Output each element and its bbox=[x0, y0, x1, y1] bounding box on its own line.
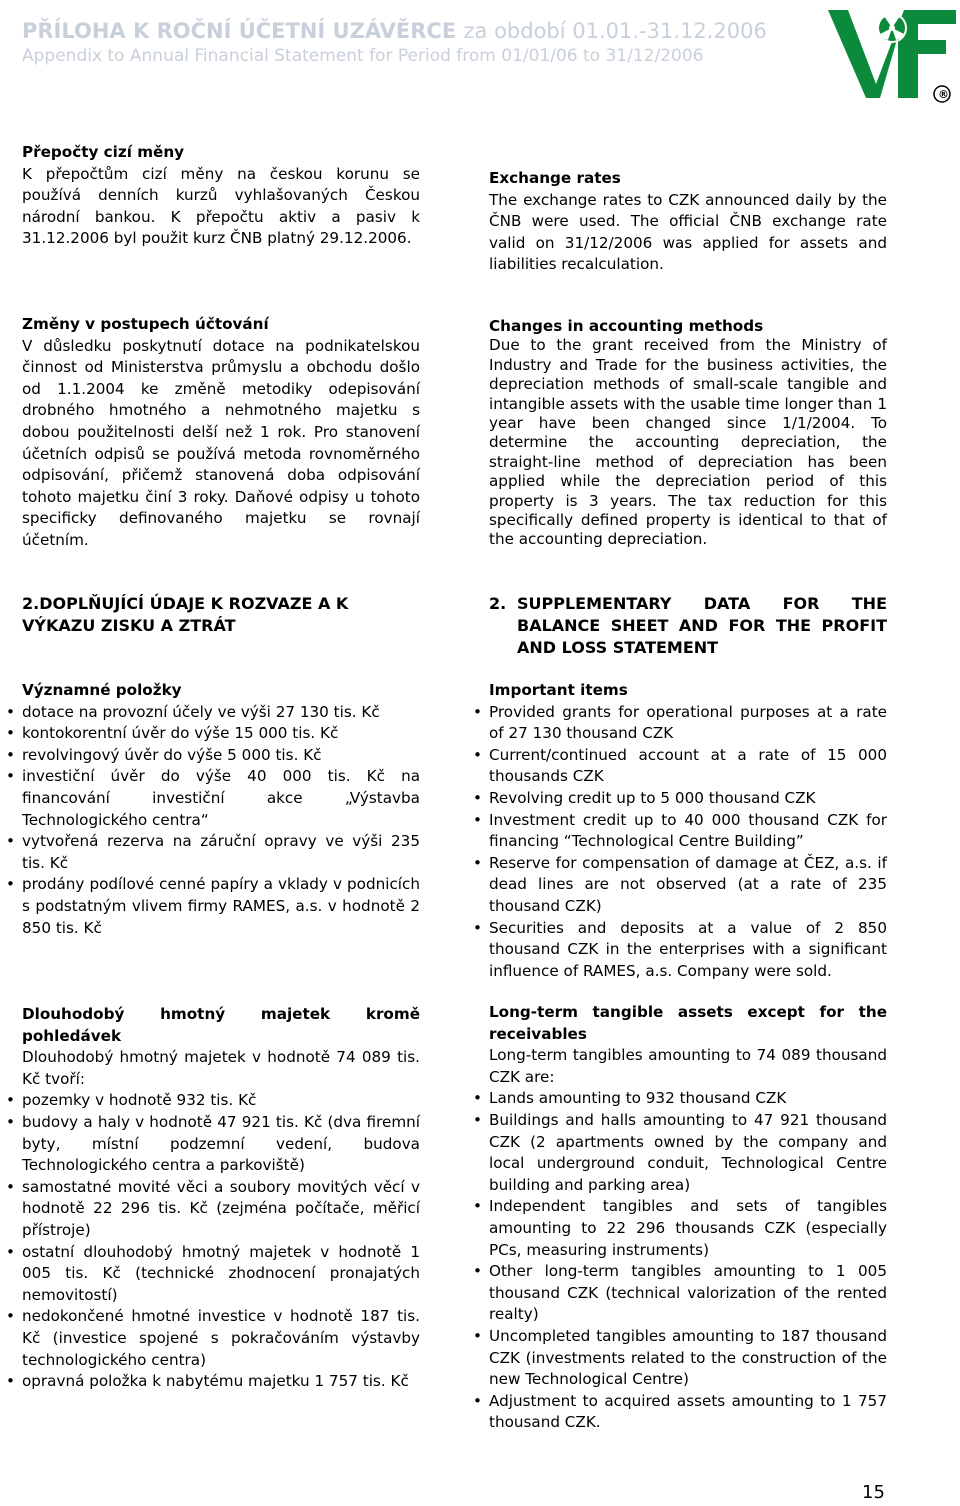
header-title-period: za období 01.01.-31.12.2006 bbox=[463, 19, 767, 43]
left-fx-title: Přepočty cizí měny bbox=[22, 143, 185, 161]
list-item: • opravná položka k nabytému majetku 1 757 tis. Kč bbox=[22, 1371, 420, 1393]
list-item: • Revolving credit up to 5 000 thousand CZK bbox=[489, 788, 887, 810]
right-section2-number: 2. bbox=[489, 594, 507, 613]
right-longterm-block bbox=[489, 1002, 887, 1434]
left-fx-text: K přepočtům cizí měny na českou korunu se používá denních kurzů vyhlašovaných Českou národní bankou. K přepočtu aktiv a pasiv k 31.12.2006 byl použit kurz ČNB platný 29.12.2006. bbox=[22, 164, 420, 248]
right-important-title: Important items bbox=[489, 681, 628, 699]
list-item: • nedokončené hmotné investice v hodnotě 187 tis. Kč (investice spojené s pokračováním výstavby technologického centra) bbox=[22, 1306, 420, 1371]
right-fx-text: The exchange rates to CZK announced daily by the ČNB were used. The official ČNB exchange rate valid on 31/12/2006 was applied for assets and liabilities recalculation. bbox=[489, 190, 887, 274]
list-item: • Current/continued account at a rate of 15 000 thousands CZK bbox=[489, 745, 887, 788]
left-section2-heading: 2.DOPLŇUJÍCÍ ÚDAJE K ROZVAZE A K VÝKAZU ZISKU A ZTRÁT bbox=[22, 594, 349, 635]
list-item: • prodány podílové cenné papíry a vklady v podnicích s podstatným vlivem firmy RAMES, a.s. v hodnotě 2 850 tis. Kč bbox=[22, 874, 420, 939]
left-changes-block bbox=[22, 314, 420, 552]
page-header bbox=[22, 18, 802, 68]
right-longterm-title: Long-term tangible assets except for the receivables bbox=[489, 1003, 887, 1043]
list-item: • ostatní dlouhodobý hmotný majetek v hodnotě 1 005 tis. Kč (technické zhodnocení pronajatých nemovitostí) bbox=[22, 1242, 420, 1307]
right-changes-title: Changes in accounting methods bbox=[489, 317, 764, 335]
list-item: • Uncompleted tangibles amounting to 187 thousand CZK (investments related to the construction of the new Technological Centre) bbox=[489, 1326, 887, 1391]
header-subtitle: Appendix to Annual Financial Statement for Period from 01/01/06 to 31/12/2006 bbox=[22, 46, 704, 66]
page-number: 15 bbox=[862, 1482, 885, 1503]
left-longterm-list bbox=[22, 1090, 420, 1392]
list-item: • Independent tangibles and sets of tangibles amounting to 22 296 thousands CZK (especially PCs, measuring instruments) bbox=[489, 1196, 887, 1261]
header-title bbox=[22, 18, 802, 44]
list-item: • Provided grants for operational purposes at a rate of 27 130 thousand CZK bbox=[489, 702, 887, 745]
list-item: • Adjustment to acquired assets amounting to 1 757 thousand CZK. bbox=[489, 1391, 887, 1434]
left-important-list bbox=[22, 702, 420, 940]
left-fx-block bbox=[22, 142, 420, 250]
left-important-block bbox=[22, 680, 420, 939]
list-item: • pozemky v hodnotě 932 tis. Kč bbox=[22, 1090, 420, 1112]
registered-mark: ® bbox=[938, 88, 949, 101]
right-important-list bbox=[489, 702, 887, 983]
right-longterm-list bbox=[489, 1088, 887, 1434]
right-section2-heading: SUPPLEMENTARY DATA FOR THE BALANCE SHEET AND FOR THE PROFIT AND LOSS STATEMENT bbox=[517, 594, 887, 657]
right-fx-block bbox=[489, 168, 887, 276]
left-longterm-block bbox=[22, 1004, 420, 1393]
vf-logo-icon bbox=[828, 6, 956, 106]
right-changes-block bbox=[489, 317, 887, 550]
right-fx-title: Exchange rates bbox=[489, 169, 621, 187]
left-longterm-intro: Dlouhodobý hmotný majetek v hodnotě 74 089 tis. Kč tvoří: bbox=[22, 1048, 420, 1088]
list-item: • Reserve for compensation of damage at ČEZ, a.s. if dead lines are not observed (at a rate of 235 thousand CZK) bbox=[489, 853, 887, 918]
list-item: • revolvingový úvěr do výše 5 000 tis. Kč bbox=[22, 745, 420, 767]
left-longterm-title: Dlouhodobý hmotný majetek kromě pohledávek bbox=[22, 1005, 420, 1045]
list-item: • kontokorentní úvěr do výše 15 000 tis. Kč bbox=[22, 723, 420, 745]
left-changes-title: Změny v postupech účtování bbox=[22, 315, 269, 333]
list-item: • investiční úvěr do výše 40 000 tis. Kč na financování investiční akce „Výstavba Technologického centra“ bbox=[22, 766, 420, 831]
right-longterm-intro: Long-term tangibles amounting to 74 089 thousand CZK are: bbox=[489, 1046, 887, 1086]
left-changes-text: V důsledku poskytnutí dotace na podnikatelskou činnost od Ministerstva průmyslu a obchodu došlo od 1.1.2004 ke změně metodiky odepisování drobného hmotného a nehmotného majetku s dobou použitelnosti delší než 1 rok. Pro stanovení účetních odpisů se používá metoda rovnoměrného odpisování, přičemž stanovená doba odpisování tohoto majetku činí 3 roky. Daňové odpisy u tohoto specificky definovaného majetku se rovnají účetním. bbox=[22, 336, 420, 549]
list-item: • samostatné movité věci a soubory movitých věcí v hodnotě 22 296 tis. Kč (zejména počítače, měřicí přístroje) bbox=[22, 1177, 420, 1242]
list-item: • budovy a haly v hodnotě 47 921 tis. Kč (dva firemní byty, místní podzemní vedení, budova Technologického centra a parkoviště) bbox=[22, 1112, 420, 1177]
right-changes-text: Due to the grant received from the Ministry of Industry and Trade for the business activities, the depreciation methods of small-scale tangible and intangible assets with the usable time longer than 1 year have been changed since 1/1/2004. To determine the accounting depreciation, the straight-line method of depreciation has been applied while the depreciation period of this property is 3 years. The tax reduction for this specifically defined property is identical to that of the accounting depreciation. bbox=[489, 336, 887, 549]
list-item: • vytvořená rezerva na záruční opravy ve výši 235 tis. Kč bbox=[22, 831, 420, 874]
list-item: • Investment credit up to 40 000 thousand CZK for financing “Technological Centre Building” bbox=[489, 810, 887, 853]
list-item: • Other long-term tangibles amounting to 1 005 thousand CZK (technical valorization of the rented realty) bbox=[489, 1261, 887, 1326]
list-item: • dotace na provozní účely ve výši 27 130 tis. Kč bbox=[22, 702, 420, 724]
list-item: • Buildings and halls amounting to 47 921 thousand CZK (2 apartments owned by the company and local underground conduit, Technological Centre building and parking area) bbox=[489, 1110, 887, 1196]
right-important-block bbox=[489, 680, 887, 982]
left-important-title: Významné položky bbox=[22, 681, 182, 699]
list-item: • Securities and deposits at a value of 2 850 thousand CZK in the enterprises with a significant influence of RAMES, a.s. Company were sold. bbox=[489, 918, 887, 983]
list-item: • Lands amounting to 932 thousand CZK bbox=[489, 1088, 887, 1110]
header-title-bold: PŘÍLOHA K ROČNÍ ÚČETNÍ UZÁVĚRCE bbox=[22, 19, 457, 43]
